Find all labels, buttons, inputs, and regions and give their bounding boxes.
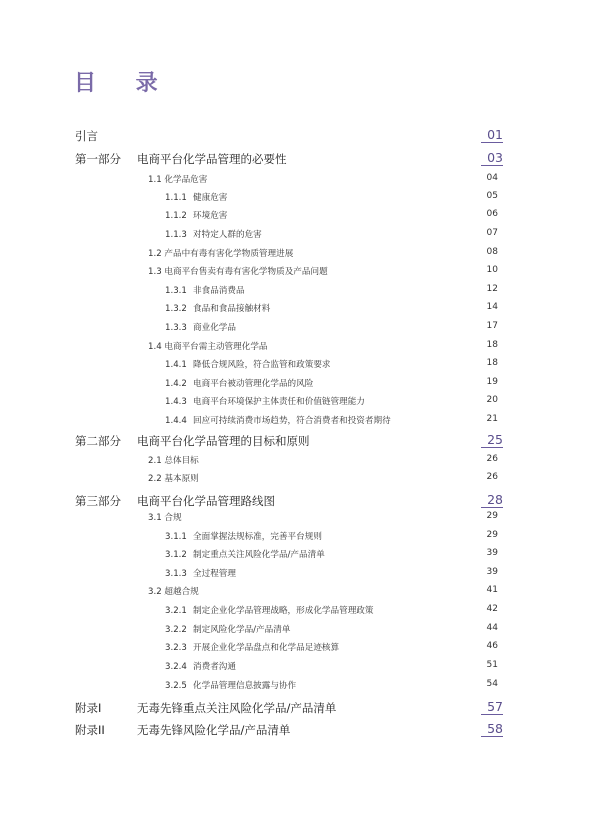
toc-number: 3.1.3: [165, 569, 187, 579]
toc-number: 1.4.3: [165, 397, 187, 407]
toc-number: 3.2.5: [165, 681, 187, 691]
toc-page-number: 17: [486, 321, 498, 331]
toc-title: 商业化学品: [193, 323, 236, 333]
toc-item[interactable]: [0, 548, 604, 566]
toc-number: 3.2.4: [165, 662, 187, 672]
toc-item[interactable]: [0, 623, 604, 641]
toc-page-number: 03: [481, 151, 503, 166]
toc-label: [165, 530, 322, 542]
toc-item[interactable]: [0, 358, 604, 376]
toc-page-number: 28: [481, 493, 503, 508]
toc-title: 电商平台化学品管理路线图: [137, 494, 275, 508]
toc-number: 3.1.1: [165, 532, 187, 542]
toc-label: [165, 191, 227, 203]
toc-label: [165, 548, 325, 560]
toc-page-number: 20: [486, 395, 498, 405]
toc-title: 回应可持续消费市场趋势，符合消费者和投资者期待: [193, 416, 391, 426]
toc-item[interactable]: [0, 641, 604, 659]
toc-page-number: 51: [486, 660, 498, 670]
toc-title: 电商平台化学品管理的目标和原则: [137, 434, 310, 448]
toc-number: 1.4.2: [165, 379, 187, 389]
toc-item[interactable]: [0, 302, 604, 320]
toc-page-number: 54: [486, 679, 498, 689]
toc-label: [165, 679, 296, 691]
toc-title: 食品和食品接触材料: [193, 304, 271, 314]
toc-title: 化学品管理信息披露与协作: [193, 681, 297, 691]
toc-title: 无毒先锋风险化学品/产品清单: [137, 723, 291, 737]
toc-item[interactable]: [0, 209, 604, 227]
toc-label: [75, 151, 287, 167]
toc-item[interactable]: [0, 395, 604, 413]
toc-label: 1.4 电商平台需主动管理化学品: [148, 342, 268, 352]
toc-label: [75, 700, 336, 716]
toc-label: [165, 358, 331, 370]
toc-number: 1.1.2: [165, 211, 187, 221]
toc-page-number: 26: [486, 472, 498, 482]
toc-page-number: 18: [486, 358, 498, 368]
toc-number: 1.1.3: [165, 230, 187, 240]
toc-item[interactable]: [0, 679, 604, 697]
toc-section[interactable]: [0, 128, 604, 146]
toc-label: 3.1 合规: [148, 513, 182, 523]
toc-item[interactable]: [0, 321, 604, 339]
toc-number: 3.2.2: [165, 625, 187, 635]
toc-page-number: 39: [486, 548, 498, 558]
toc-label: [165, 209, 227, 221]
toc-page-number: 25: [481, 433, 503, 448]
toc-subsection[interactable]: [0, 472, 604, 490]
toc-part: 第三部分: [75, 494, 121, 508]
toc-title: 环境危害: [193, 211, 228, 221]
toc-page-number: 05: [486, 191, 498, 201]
toc-label: [75, 493, 275, 509]
toc-part: 第二部分: [75, 434, 121, 448]
toc-item[interactable]: [0, 191, 604, 209]
toc-number: 1.3.1: [165, 286, 187, 296]
toc-section[interactable]: [0, 722, 604, 740]
toc-title: 开展企业化学品盘点和化学品足迹核算: [193, 643, 340, 653]
toc-page-number: 26: [486, 454, 498, 464]
toc-number: 3.2.3: [165, 643, 187, 653]
toc-label: [165, 414, 391, 426]
toc-label: [165, 604, 373, 616]
toc-number: 1.4.1: [165, 360, 187, 370]
toc-number: 1.1.1: [165, 193, 187, 203]
toc-part: 附录II: [75, 723, 105, 737]
toc-item[interactable]: [0, 414, 604, 432]
toc-label: 1.2 产品中有毒有害化学物质管理进展: [148, 249, 294, 259]
toc-item[interactable]: [0, 228, 604, 246]
toc-page-number: 39: [486, 567, 498, 577]
toc-label: [165, 623, 290, 635]
toc-page-number: 07: [486, 228, 498, 238]
toc-title: 消费者沟通: [193, 662, 236, 672]
toc-subsection[interactable]: [0, 340, 604, 358]
toc-subsection[interactable]: [0, 247, 604, 265]
toc-title: 引言: [75, 129, 98, 143]
toc-title: 降低合规风险，符合监管和政策要求: [193, 360, 331, 370]
toc-item[interactable]: [0, 660, 604, 678]
toc-title: 电商平台被动管理化学品的风险: [193, 379, 314, 389]
toc-section[interactable]: [0, 493, 604, 511]
toc-subsection[interactable]: [0, 454, 604, 472]
toc-page-number: 46: [486, 641, 498, 651]
toc-title: 全过程管理: [193, 569, 236, 579]
toc-label: [165, 228, 262, 240]
toc-number: 3.1.2: [165, 550, 187, 560]
toc-page-number: 58: [481, 722, 503, 737]
toc-page-number: 19: [486, 377, 498, 387]
toc-page-number: 29: [486, 530, 498, 540]
toc-page-number: 08: [486, 247, 498, 257]
toc-label: 1.3 电商平台售卖有毒有害化学物质及产品问题: [148, 267, 328, 277]
toc-label: [165, 641, 339, 653]
page-title: 目 录: [74, 71, 174, 96]
toc-number: 1.3.2: [165, 304, 187, 314]
toc-subsection[interactable]: [0, 585, 604, 603]
toc-title: 制定重点关注风险化学品/产品清单: [193, 550, 325, 560]
toc-section[interactable]: [0, 433, 604, 451]
toc-title: 制定风险化学品/产品清单: [193, 625, 291, 635]
toc-subsection[interactable]: [0, 511, 604, 529]
toc-number: 1.4.4: [165, 416, 187, 426]
toc-title: 健康危害: [193, 193, 228, 203]
toc-label: 3.2 超越合规: [148, 587, 199, 597]
toc-page-number: 57: [481, 700, 503, 715]
toc-title: 电商平台化学品管理的必要性: [137, 152, 287, 166]
toc-section[interactable]: [0, 151, 604, 169]
toc-page-number: 04: [486, 173, 498, 183]
toc-part: 附录I: [75, 701, 102, 715]
toc-label: [75, 433, 310, 449]
toc-label: [165, 302, 270, 314]
toc-label: [75, 128, 98, 144]
toc-item[interactable]: [0, 284, 604, 302]
toc-title: 电商平台环境保护主体责任和价值链管理能力: [193, 397, 365, 407]
toc-page-number: 01: [481, 128, 503, 143]
toc-page-number: 12: [486, 284, 498, 294]
toc-label: [165, 660, 236, 672]
toc-title: 制定企业化学品管理战略，形成化学品管理政策: [193, 606, 374, 616]
toc-number: 3.2.1: [165, 606, 187, 616]
toc-label: [165, 284, 245, 296]
toc-page-number: 06: [486, 209, 498, 219]
toc-label: 2.2 基本原则: [148, 474, 199, 484]
toc-item[interactable]: [0, 377, 604, 395]
toc-page-number: 14: [486, 302, 498, 312]
toc-page-number: 29: [486, 511, 498, 521]
toc-subsection[interactable]: [0, 265, 604, 283]
toc-title: 无毒先锋重点关注风险化学品/产品清单: [137, 701, 337, 715]
toc-section[interactable]: [0, 700, 604, 718]
toc-label: [165, 377, 313, 389]
toc-item[interactable]: [0, 567, 604, 585]
toc-label: 2.1 总体目标: [148, 456, 199, 466]
toc-page-number: 41: [486, 585, 498, 595]
toc-label: [165, 395, 365, 407]
toc-title: 对特定人群的危害: [193, 230, 262, 240]
toc-subsection[interactable]: [0, 173, 604, 191]
toc-part: 第一部分: [75, 152, 121, 166]
toc-page-number: 44: [486, 623, 498, 633]
toc-page-number: 10: [486, 265, 498, 275]
toc-page-number: 42: [486, 604, 498, 614]
toc-label: 1.1 化学品危害: [148, 175, 208, 185]
toc-title: 全面掌握法规标准，完善平台规则: [193, 532, 322, 542]
toc-label: [75, 722, 290, 738]
toc-item[interactable]: [0, 604, 604, 622]
toc-page-number: 21: [486, 414, 498, 424]
toc-page-number: 18: [486, 340, 498, 350]
toc-item[interactable]: [0, 530, 604, 548]
toc-label: [165, 321, 236, 333]
toc-title: 非食品消费品: [193, 286, 245, 296]
toc-label: [165, 567, 236, 579]
toc-number: 1.3.3: [165, 323, 187, 333]
